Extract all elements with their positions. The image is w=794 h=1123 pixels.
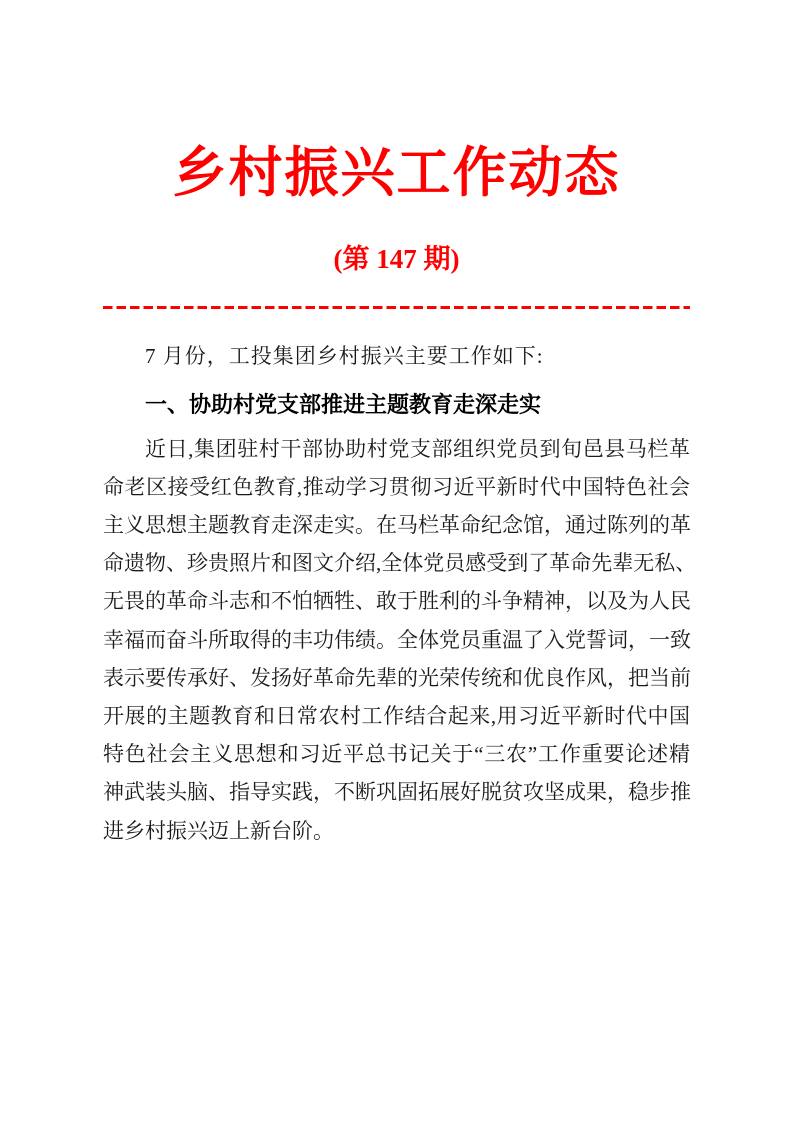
paragraph-line: 进乡村振兴迈上新台阶。 <box>103 818 334 843</box>
paragraph-line: 主义思想主题教育走深走实。在马栏革命纪念馆，通过陈列的革 <box>103 512 691 537</box>
section-1-paragraph <box>103 430 697 850</box>
paragraph-line: 命遗物、珍贵照片和图文介绍,全体党员感受到了革命先辈无私、 <box>103 551 697 576</box>
paragraph-line: 命老区接受红色教育,推动学习贯彻习近平新时代中国特色社会 <box>103 474 690 499</box>
intro-paragraph: 7 月份，工投集团乡村振兴主要工作如下: <box>145 343 544 368</box>
paragraph-line: 近日,集团驻村干部协助村党支部组织党员到旬邑县马栏革 <box>145 436 690 461</box>
paragraph-line: 幸福而奋斗所取得的丰功伟绩。全体党员重温了入党誓词，一致 <box>103 627 691 652</box>
paragraph-line: 开展的主题教育和日常农村工作结合起来,用习近平新时代中国 <box>103 703 690 728</box>
paragraph-line: 无畏的革命斗志和不怕牺牲、敢于胜利的斗争精神，以及为人民 <box>103 589 691 614</box>
issue-number: (第 147 期) <box>333 244 460 274</box>
paragraph-line: 表示要传承好、发扬好革命先辈的光荣传统和优良作风，把当前 <box>103 665 691 690</box>
section-1-heading: 一、协助村党支部推进主题教育走深走实 <box>145 391 542 417</box>
document-title: 乡村振兴工作动态 <box>172 143 621 203</box>
paragraph-line: 神武装头脑、指导实践，不断巩固拓展好脱贫攻坚成果，稳步推 <box>103 780 691 805</box>
divider-dashed-line <box>103 306 690 309</box>
paragraph-line: 特色社会主义思想和习近平总书记关于“三农”工作重要论述精 <box>103 742 690 767</box>
